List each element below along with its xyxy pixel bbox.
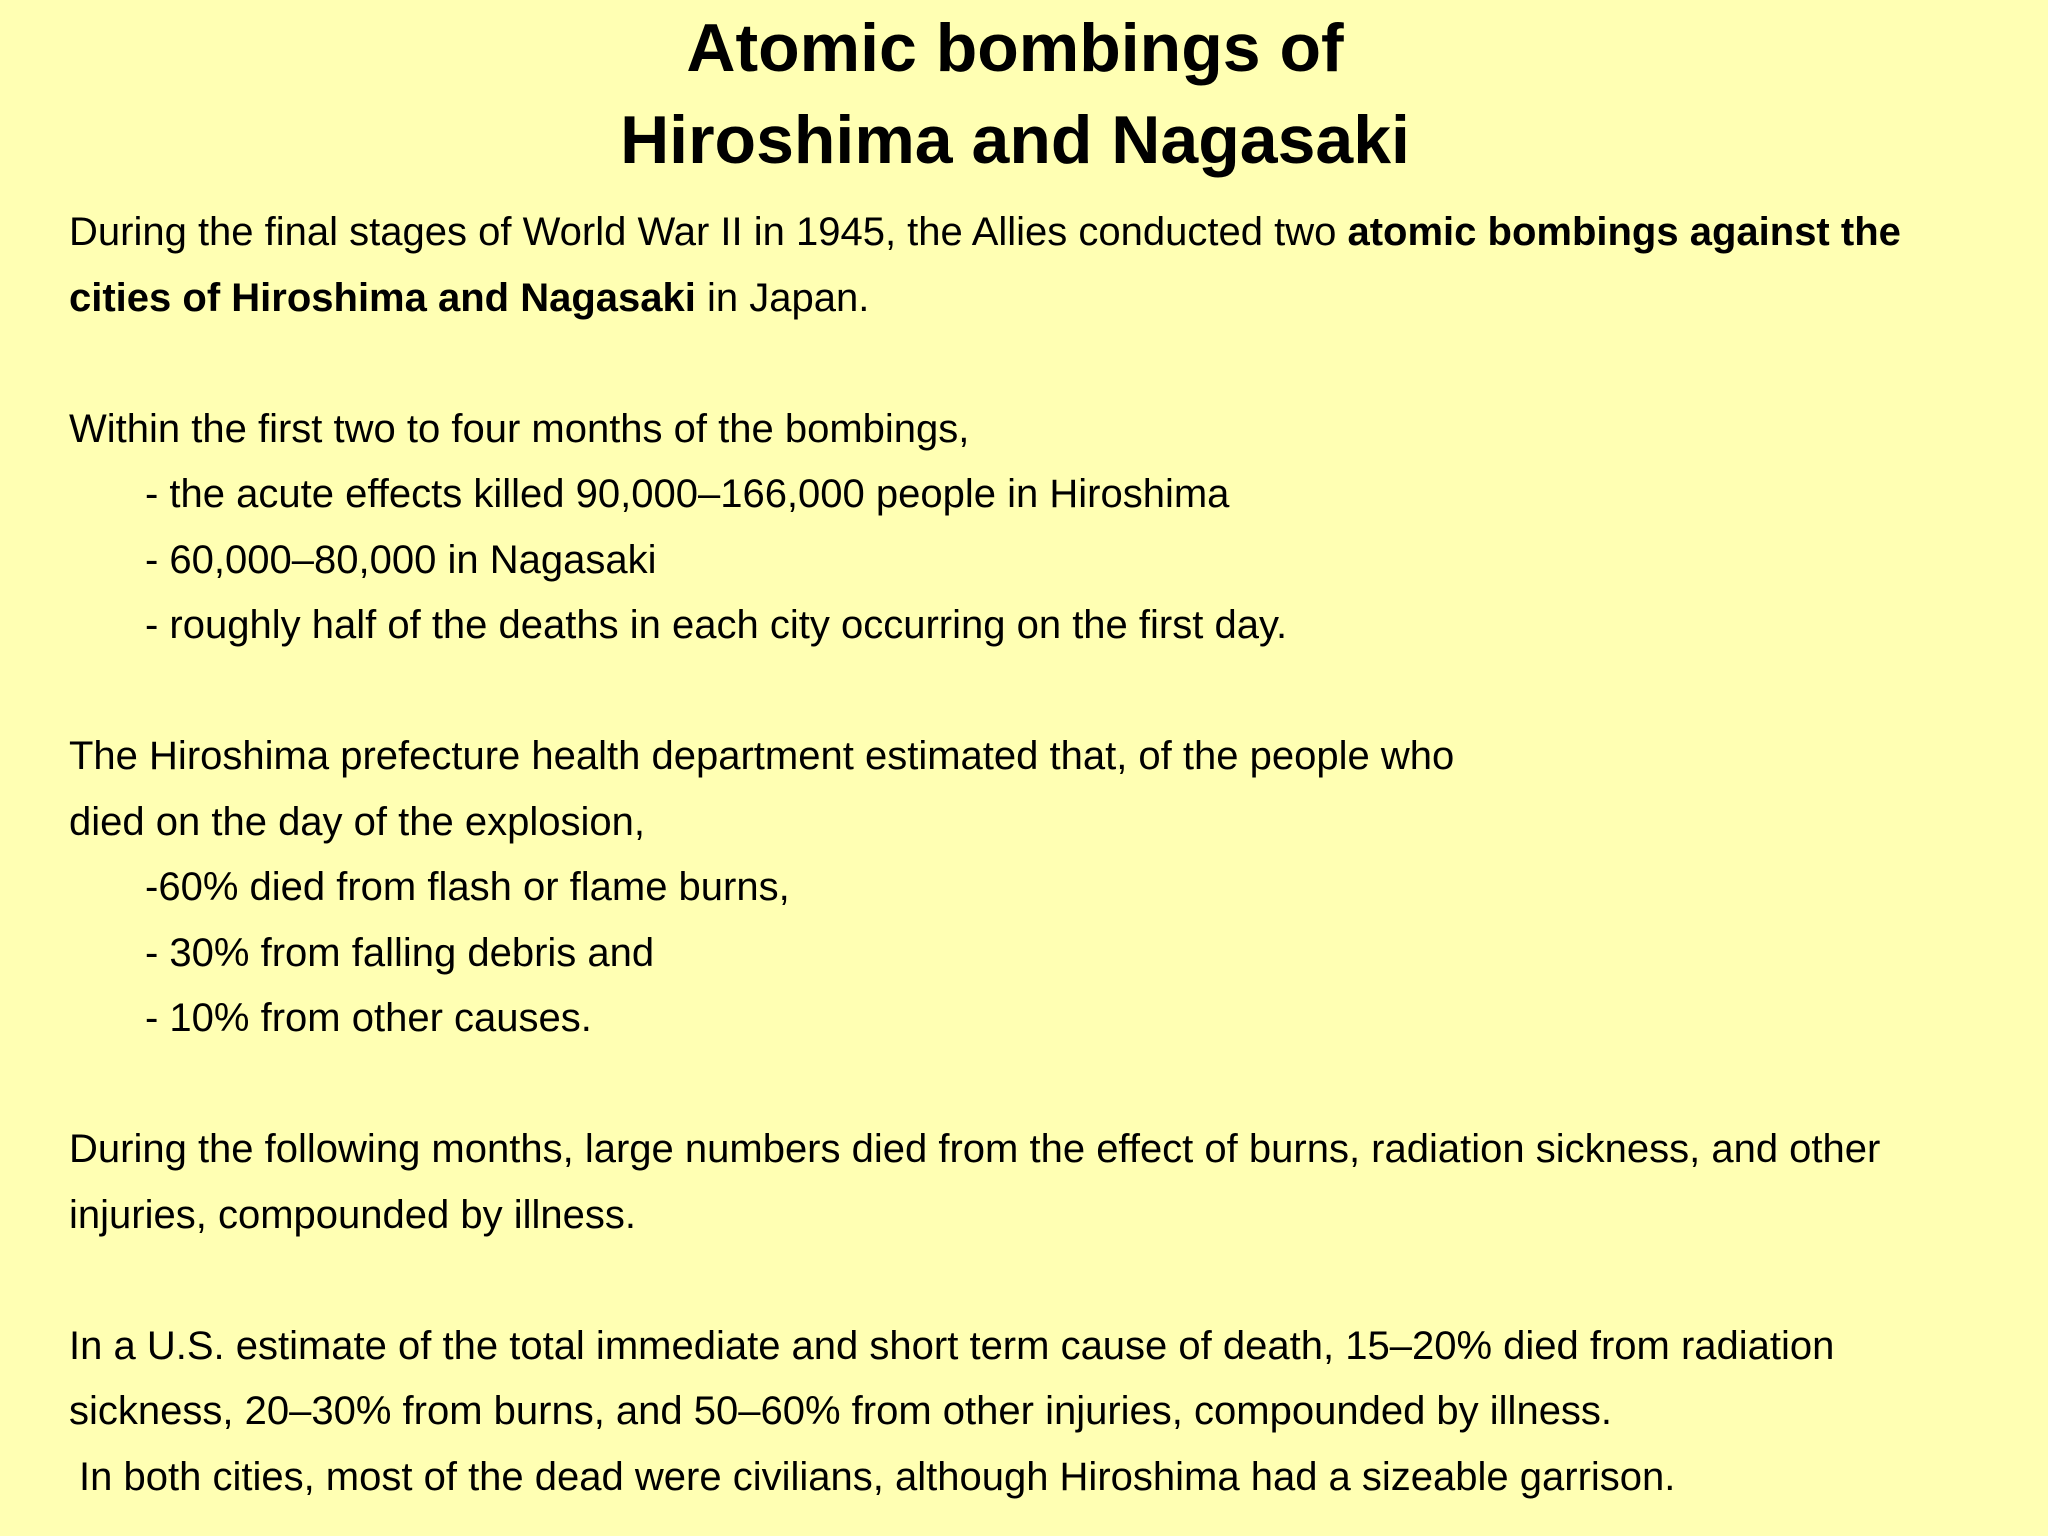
spacer <box>69 659 2009 725</box>
paragraph-line: sickness, 20–30% from burns, and 50–60% from other injuries, compounded by illness. <box>69 1389 1613 1433</box>
spacer <box>69 1248 2009 1314</box>
list-item: - the acute effects killed 90,000–166,000 people in Hiroshima <box>145 472 1230 516</box>
paragraph-line: In both cities, most of the dead were civilians, although Hiroshima had a sizeable garrison. <box>79 1454 1676 1499</box>
list-item: - roughly half of the deaths in each city occurring on the first day. <box>145 603 1288 647</box>
list-item: -60% died from flash or flame burns, <box>145 865 790 909</box>
spacer <box>69 331 2009 397</box>
bold-text: atomic bombings against the <box>1347 210 1901 254</box>
list-item: - 30% from falling debris and <box>145 930 655 975</box>
paragraph-line: The Hiroshima prefecture health department estimated that, of the people who <box>69 734 1455 778</box>
paragraph-health-department <box>69 724 2009 1052</box>
slide-body <box>69 200 2009 1510</box>
paragraph-line <box>69 266 2009 332</box>
paragraph-casualties <box>69 397 2009 659</box>
paragraph-line: injuries, compounded by illness. <box>69 1192 636 1237</box>
paragraph-line: In a U.S. estimate of the total immediate and short term cause of death, 15–20% died from radiation <box>69 1323 1835 1368</box>
paragraph-line: died on the day of the explosion, <box>69 799 645 844</box>
paragraph-line: During the following months, large numbers died from the effect of burns, radiation sickness, and other <box>69 1127 1881 1171</box>
list-item: - 60,000–80,000 in Nagasaki <box>145 537 657 582</box>
paragraph-following-months <box>69 1117 2009 1248</box>
list-item: - 10% from other causes. <box>145 996 592 1040</box>
paragraph-us-estimate <box>69 1314 2009 1511</box>
spacer <box>69 1052 2009 1118</box>
paragraph-intro <box>69 200 2009 331</box>
slide-title <box>0 2 2030 186</box>
title-line-1: Atomic bombings of <box>686 10 1344 86</box>
bold-text: cities of Hiroshima and Nagasaki <box>69 275 696 320</box>
paragraph-line <box>69 200 2009 266</box>
paragraph-line: Within the first two to four months of the bombings, <box>69 406 970 451</box>
plain-text: in Japan. <box>695 275 870 320</box>
title-line-2: Hiroshima and Nagasaki <box>620 102 1410 178</box>
plain-text: During the final stages of World War II in 1945, the Allies conducted two <box>69 210 1348 254</box>
